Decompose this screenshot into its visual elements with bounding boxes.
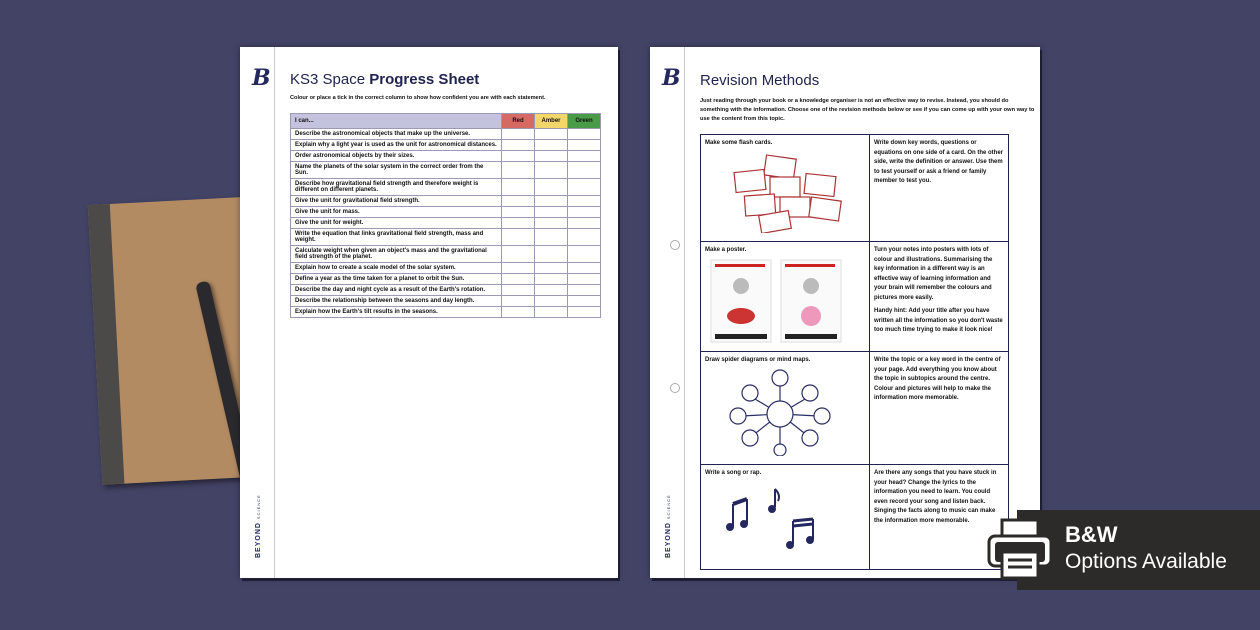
statement-cell: Give the unit for weight. [291, 218, 502, 229]
tick-cell-green[interactable] [568, 207, 601, 218]
header-amber: Amber [535, 114, 568, 129]
brand-wordmark [255, 494, 262, 558]
statement-cell: Give the unit for mass. [291, 207, 502, 218]
music-notes-icon [705, 479, 845, 559]
table-row [291, 274, 601, 285]
instruction: Colour or place a tick in the correct column to show how confident you are with each statement. [290, 95, 546, 101]
tick-cell-red[interactable] [502, 246, 535, 263]
tick-cell-amber[interactable] [535, 140, 568, 151]
statement-cell: Order astronomical objects by their sizes. [291, 151, 502, 162]
statement-cell: Describe the relationship between the seasons and day length. [291, 296, 502, 307]
table-row [291, 179, 601, 196]
title-bold: Progress Sheet [369, 71, 480, 88]
table-row [291, 263, 601, 274]
method-cell [701, 135, 870, 242]
tick-cell-red[interactable] [502, 285, 535, 296]
method-name: Make a poster. [705, 247, 747, 253]
table-row [291, 207, 601, 218]
table-row [291, 296, 601, 307]
tick-cell-green[interactable] [568, 218, 601, 229]
badge-subtitle: Options Available [1065, 550, 1227, 573]
statement-cell: Explain how to create a scale model of the solar system. [291, 263, 502, 274]
method-row [701, 242, 1009, 352]
method-name: Write a song or rap. [705, 470, 762, 476]
tick-cell-amber[interactable] [535, 246, 568, 263]
method-cell [701, 242, 870, 352]
tick-cell-amber[interactable] [535, 274, 568, 285]
tick-cell-green[interactable] [568, 307, 601, 318]
statement-cell: Calculate weight when given an object's mass and the gravitational field strength of the planet. [291, 246, 502, 263]
intro-text: Just reading through your book or a knowledge organiser is not an effective way to revise. Instead, you should do something with the information. Choose one of the revision methods below or see if you can come up with your own way to use the content from this topic. [700, 98, 1035, 122]
page-title [290, 71, 479, 88]
table-row [291, 129, 601, 140]
title-light: KS3 Space [290, 71, 366, 88]
method-name: Draw spider diagrams or mind maps. [705, 357, 811, 363]
tick-cell-green[interactable] [568, 229, 601, 246]
table-row [291, 140, 601, 151]
tick-cell-red[interactable] [502, 307, 535, 318]
tick-cell-red[interactable] [502, 218, 535, 229]
tick-cell-green[interactable] [568, 151, 601, 162]
method-row [701, 135, 1009, 242]
brand-text: BEYOND [665, 522, 672, 558]
tick-cell-red[interactable] [502, 151, 535, 162]
tick-cell-red[interactable] [502, 179, 535, 196]
page-title: Revision Methods [700, 72, 820, 89]
tick-cell-amber[interactable] [535, 179, 568, 196]
tick-cell-red[interactable] [502, 207, 535, 218]
tick-cell-amber[interactable] [535, 162, 568, 179]
badge-title: B&W [1065, 522, 1118, 547]
tick-cell-amber[interactable] [535, 296, 568, 307]
tick-cell-amber[interactable] [535, 196, 568, 207]
table-row [291, 307, 601, 318]
method-name: Make some flash cards. [705, 140, 773, 146]
method-hint: Handy hint: Add your title after you have written all the information so you don't waste too much time trying to make it look nice! [874, 308, 1003, 333]
statement-cell: Describe how gravitational field strength and therefore weight is different on different planets. [291, 179, 502, 196]
revision-sheet [650, 47, 1040, 578]
tick-cell-green[interactable] [568, 263, 601, 274]
punch-hole [670, 383, 680, 393]
tick-cell-green[interactable] [568, 285, 601, 296]
brand-logo: B [252, 65, 271, 91]
tick-cell-red[interactable] [502, 162, 535, 179]
tick-cell-amber[interactable] [535, 151, 568, 162]
method-description: Turn your notes into posters with lots of colour and illustrations. Summarising the key information in a different way is an effective way of learning information and your brain will remember the colours and pictures more easily. [874, 247, 993, 301]
header-statement: I can... [291, 114, 502, 129]
tick-cell-green[interactable] [568, 162, 601, 179]
method-cell [701, 352, 870, 465]
statement-cell: Define a year as the time taken for a planet to orbit the Sun. [291, 274, 502, 285]
brand-text: BEYOND [255, 522, 262, 558]
tick-cell-red[interactable] [502, 129, 535, 140]
method-description: Write the topic or a key word in the centre of your page. Add everything you know about the topic in subtopics around the centre. Colour and pictures will help to make the information more memorable. [870, 352, 1009, 465]
statement-cell: Name the planets of the solar system in the correct order from the Sun. [291, 162, 502, 179]
tick-cell-green[interactable] [568, 296, 601, 307]
tick-cell-green[interactable] [568, 140, 601, 151]
table-row [291, 285, 601, 296]
margin-line [274, 47, 275, 578]
punch-hole [670, 240, 680, 250]
tick-cell-green[interactable] [568, 179, 601, 196]
tick-cell-green[interactable] [568, 196, 601, 207]
method-row [701, 352, 1009, 465]
tick-cell-amber[interactable] [535, 129, 568, 140]
tick-cell-green[interactable] [568, 246, 601, 263]
progress-table [290, 113, 601, 318]
margin-line [684, 47, 685, 578]
tick-cell-amber[interactable] [535, 218, 568, 229]
table-row [291, 196, 601, 207]
brand-logo: B [662, 65, 681, 91]
method-description: Are there any songs that you have stuck in your head? Change the lyrics to the information you need to learn. You could even record your song and listen back. Singing the facts along to music can make the information more memorable. [870, 465, 1009, 570]
table-row [291, 229, 601, 246]
statement-cell: Explain why a light year is used as the unit for astronomical distances. [291, 140, 502, 151]
tick-cell-red[interactable] [502, 229, 535, 246]
header-red: Red [502, 114, 535, 129]
tick-cell-green[interactable] [568, 274, 601, 285]
statement-cell: Describe the day and night cycle as a result of the Earth's rotation. [291, 285, 502, 296]
tick-cell-red[interactable] [502, 296, 535, 307]
statement-cell: Write the equation that links gravitational field strength, mass and weight. [291, 229, 502, 246]
tick-cell-amber[interactable] [535, 307, 568, 318]
tick-cell-amber[interactable] [535, 285, 568, 296]
tick-cell-red[interactable] [502, 196, 535, 207]
table-row [291, 162, 601, 179]
method-description: Write down key words, questions or equations on one side of a card. On the other side, write the definition or answer. Use them to test yourself or ask a friend or family member to test you. [870, 135, 1009, 242]
printer-icon [985, 516, 1055, 582]
method-cell [701, 465, 870, 570]
spider-diagram-illustration [710, 366, 850, 456]
statement-cell: Describe the astronomical objects that make up the universe. [291, 129, 502, 140]
tick-cell-amber[interactable] [535, 229, 568, 246]
statement-cell: Explain how the Earth's tilt results in the seasons. [291, 307, 502, 318]
table-row [291, 246, 601, 263]
progress-sheet [240, 47, 618, 578]
table-row [291, 151, 601, 162]
statement-cell: Give the unit for gravitational field strength. [291, 196, 502, 207]
bw-options-badge [1017, 510, 1260, 590]
table-row [291, 218, 601, 229]
poster-illustration [705, 258, 845, 343]
tick-cell-red[interactable] [502, 263, 535, 274]
flash-cards-illustration [725, 153, 865, 233]
brand-small-text: SCIENCE [256, 494, 261, 520]
tick-cell-red[interactable] [502, 274, 535, 285]
revision-table [700, 134, 1009, 570]
tick-cell-amber[interactable] [535, 263, 568, 274]
method-description-cell [870, 242, 1009, 352]
tick-cell-red[interactable] [502, 140, 535, 151]
tick-cell-amber[interactable] [535, 207, 568, 218]
tick-cell-green[interactable] [568, 129, 601, 140]
brand-small-text: SCIENCE [666, 494, 671, 520]
brand-wordmark [665, 494, 672, 558]
method-row [701, 465, 1009, 570]
header-green: Green [568, 114, 601, 129]
